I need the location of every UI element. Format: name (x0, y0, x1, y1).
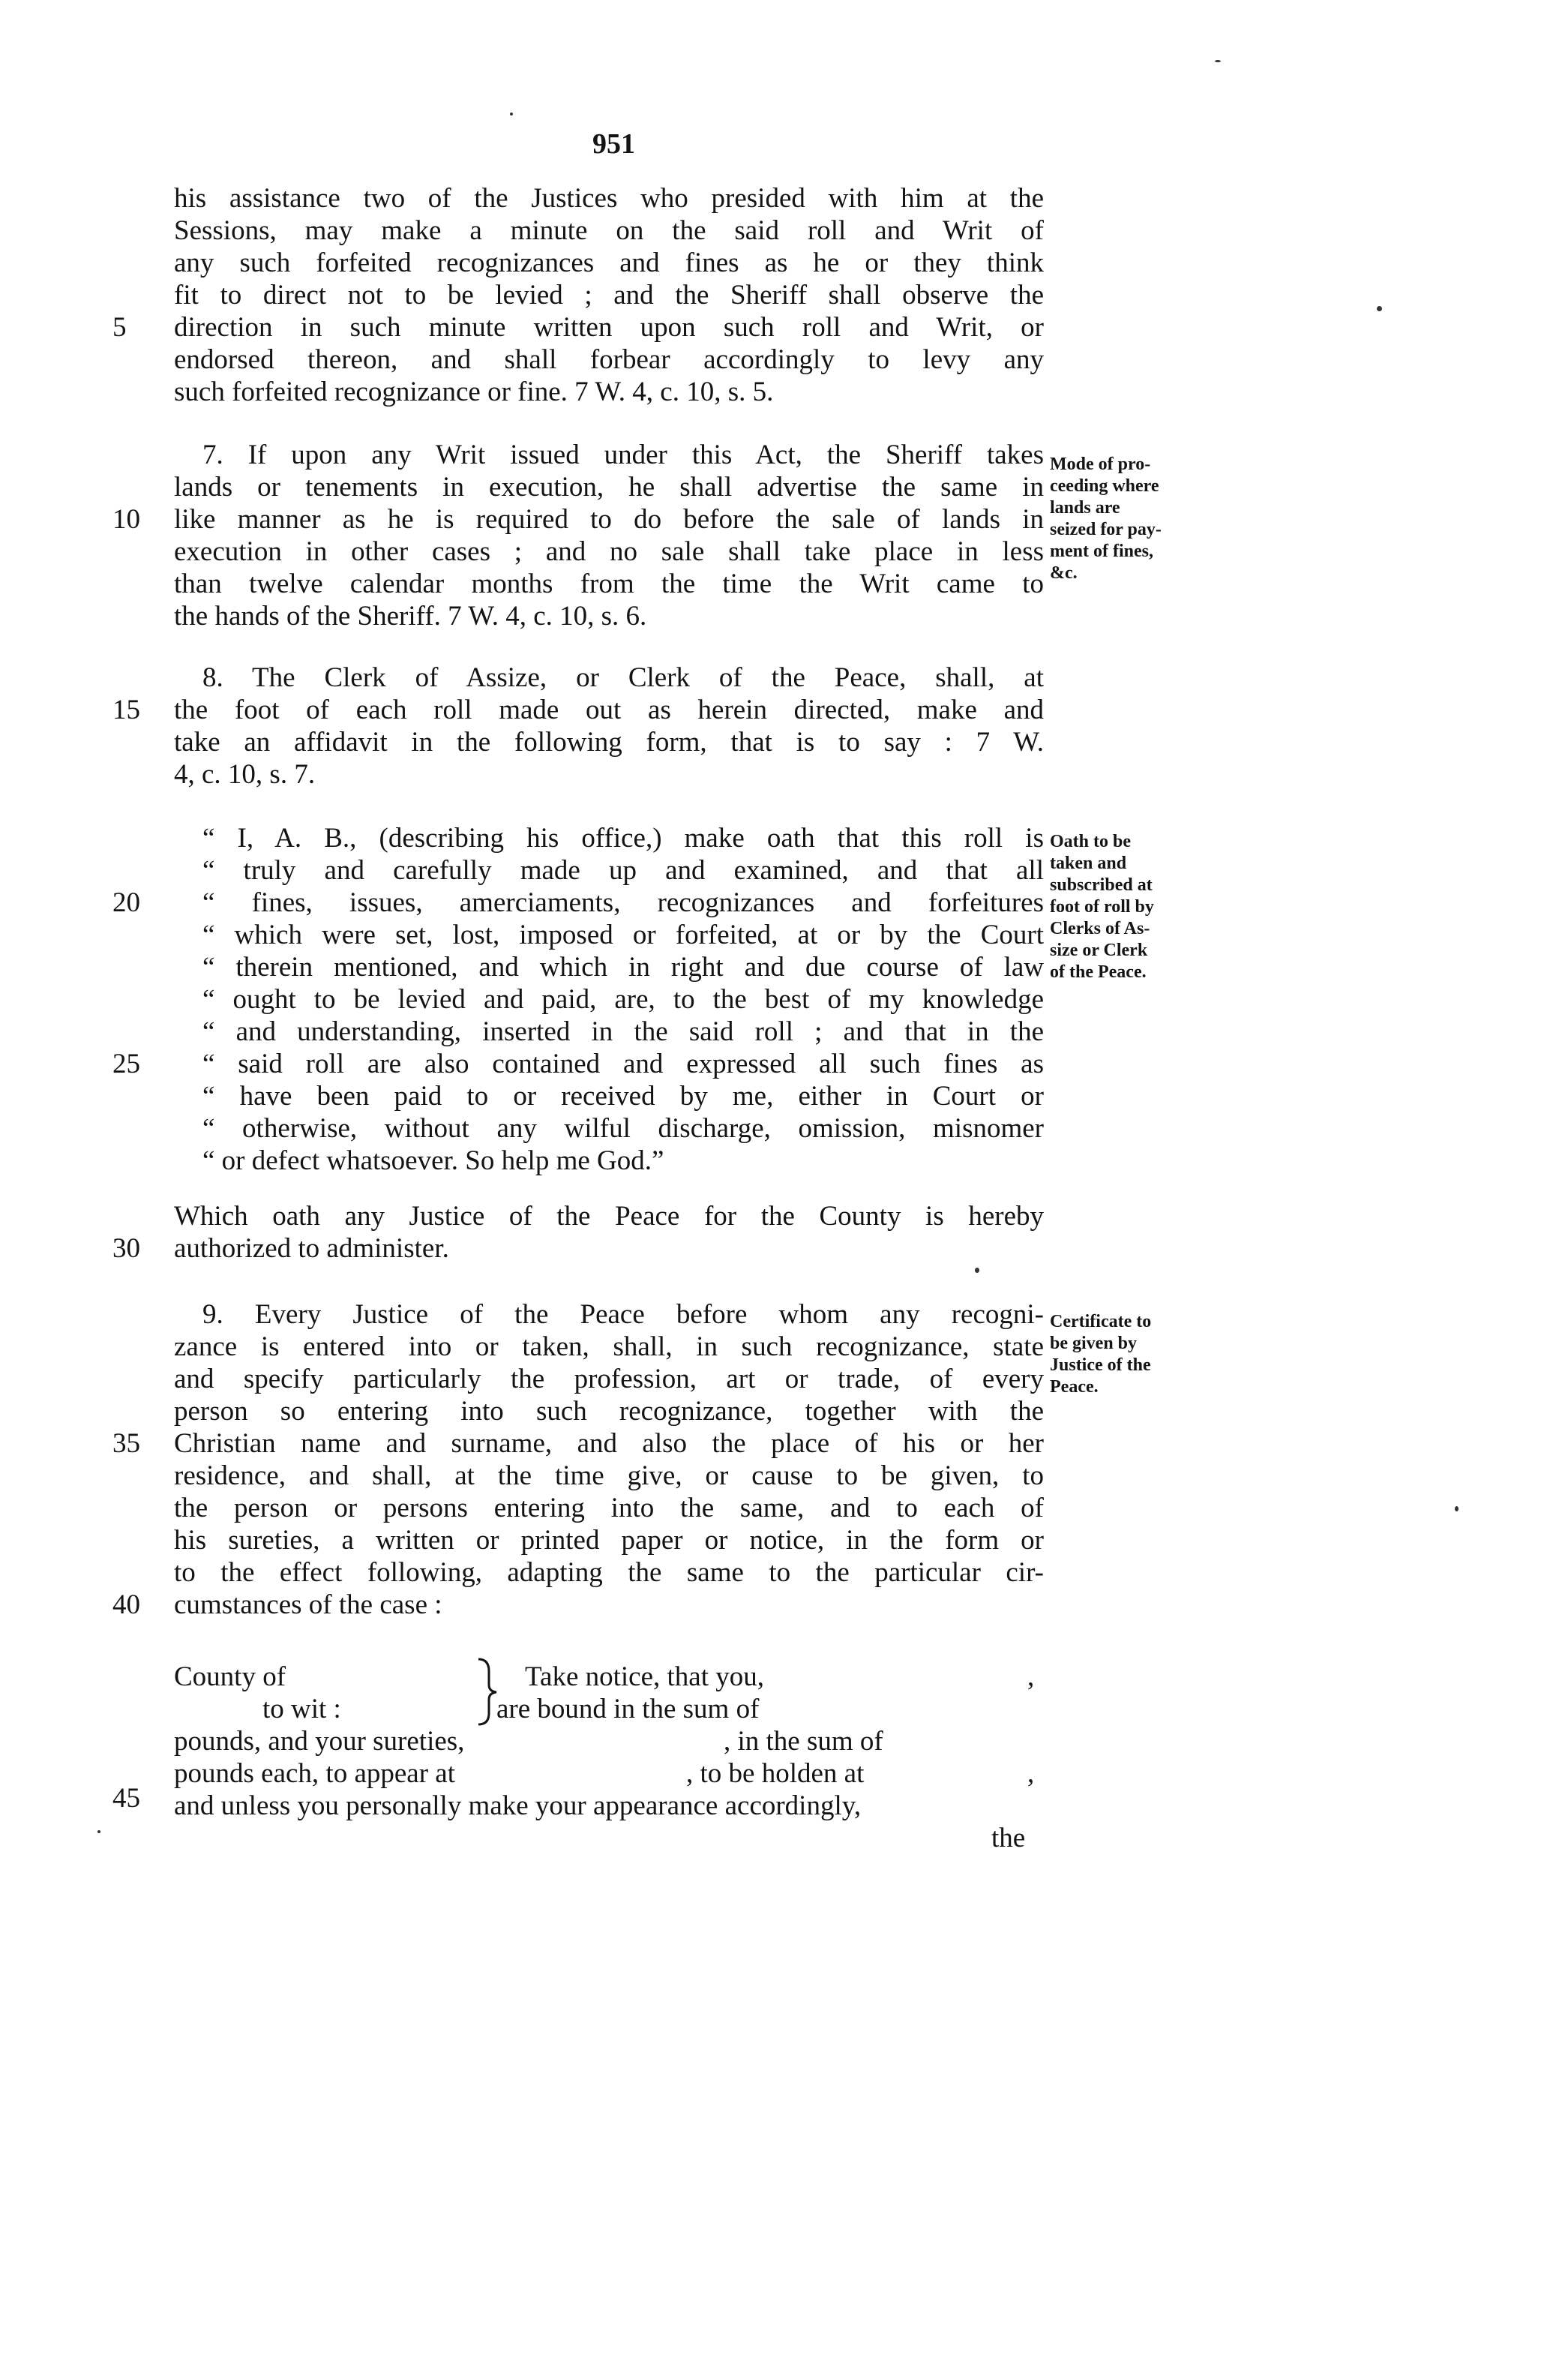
margin-note-line: taken and (1050, 854, 1127, 873)
text-line: person so entering into such recognizance, together with the (174, 1396, 1044, 1427)
line-number: 40 (112, 1589, 140, 1620)
form-comma: , (1027, 1661, 1035, 1692)
text-line: residence, and shall, at the time give, or cause to be given, to (174, 1460, 1044, 1491)
text-line: “ said roll are also contained and expressed all such fines as (202, 1049, 1044, 1079)
text-line: fit to direct not to be levied ; and the Sheriff shall observe the (174, 280, 1044, 311)
text-line: 7. If upon any Writ issued under this Act, the Sheriff takes (202, 440, 1044, 470)
margin-note-line: ment of fines, (1050, 542, 1153, 561)
text-line: such forfeited recognizance or fine. 7 W. 4, c. 10, s. 5. (174, 377, 774, 407)
form-pounds-each: pounds each, to appear at (174, 1758, 455, 1789)
page-number: 951 (592, 128, 635, 160)
text-line: Which oath any Justice of the Peace for the County is hereby (174, 1201, 1044, 1232)
margin-note-line: be given by (1050, 1334, 1138, 1353)
text-line: take an affidavit in the following form, that is to say : 7 W. (174, 727, 1044, 758)
text-line: zance is entered into or taken, shall, in such recognizance, state (174, 1331, 1044, 1362)
margin-note-line: size or Clerk (1050, 941, 1148, 960)
text-line: and specify particularly the profession, art or trade, of every (174, 1364, 1044, 1394)
form-take-notice: Take notice, that you, (525, 1661, 764, 1692)
margin-note-section-7 (1050, 454, 1230, 584)
text-line: “ which were set, lost, imposed or forfeited, at or by the Court (202, 920, 1044, 950)
text-line: “ truly and carefully made up and examined, and that all (202, 855, 1044, 886)
text-line: 4, c. 10, s. 7. (174, 759, 316, 790)
line-number: 45 (112, 1783, 140, 1814)
text-line: “ or defect whatsoever. So help me God.” (202, 1145, 664, 1176)
margin-note-line: of the Peace. (1050, 962, 1147, 982)
form-to-be-holden: , to be holden at (686, 1758, 865, 1789)
margin-note-line: Oath to be (1050, 832, 1131, 851)
margin-note-line: subscribed at (1050, 875, 1153, 895)
text-line: endorsed thereon, and shall forbear accordingly to levy any (174, 344, 1044, 375)
text-line: like manner as he is required to do before the sale of lands in (174, 504, 1044, 535)
text-line: lands or tenements in execution, he shall advertise the same in (174, 472, 1044, 503)
catchword: the (991, 1823, 1026, 1853)
form-unless: and unless you personally make your appearance accordingly, (174, 1790, 862, 1821)
line-number: 10 (112, 504, 140, 535)
form-in-sum-of: , in the sum of (724, 1726, 883, 1757)
margin-note-section-8 (1050, 831, 1230, 983)
text-line: Christian name and surname, and also the place of his or her (174, 1428, 1044, 1459)
line-number: 5 (112, 312, 127, 343)
margin-note-line: lands are (1050, 498, 1120, 518)
text-line: the person or persons entering into the same, and to each of (174, 1493, 1044, 1523)
text-line: “ I, A. B., (describing his office,) make oath that this roll is (202, 823, 1044, 854)
text-line: 8. The Clerk of Assize, or Clerk of the Peace, shall, at (202, 662, 1044, 693)
text-line: his assistance two of the Justices who presided with him at the (174, 183, 1044, 214)
text-line: “ otherwise, without any wilful discharge, omission, misnomer (202, 1113, 1044, 1144)
margin-note-line: ceeding where (1050, 476, 1159, 496)
line-number: 20 (112, 887, 140, 918)
text-line: than twelve calendar months from the time the Writ came to (174, 569, 1044, 599)
text-line: his sureties, a written or printed paper or notice, in the form or (174, 1525, 1044, 1556)
form-pounds-sureties: pounds, and your sureties, (174, 1726, 465, 1757)
margin-note-line: &c. (1050, 563, 1078, 583)
text-line: “ and understanding, inserted in the said roll ; and that in the (202, 1016, 1044, 1047)
text-line: “ fines, issues, amerciaments, recognizances and forfeitures (202, 887, 1044, 918)
text-line: execution in other cases ; and no sale shall take place in less (174, 536, 1044, 567)
margin-note-line: Mode of pro- (1050, 455, 1151, 474)
text-line: “ ought to be levied and paid, are, to the best of my knowledge (202, 984, 1044, 1015)
line-number: 25 (112, 1049, 140, 1079)
margin-note-line: foot of roll by (1050, 897, 1154, 917)
margin-note-line: Justice of the (1050, 1355, 1151, 1375)
text-line: any such forfeited recognizances and fines as he or they think (174, 248, 1044, 278)
text-line: to the effect following, adapting the same to the particular cir- (174, 1557, 1044, 1588)
margin-note-line: seized for pay- (1050, 520, 1162, 539)
margin-note-line: Clerks of As- (1050, 919, 1150, 938)
text-line: direction in such minute written upon such roll and Writ, or (174, 312, 1044, 343)
form-to-wit: to wit : (262, 1694, 341, 1724)
margin-note-section-9 (1050, 1311, 1230, 1398)
line-number: 35 (112, 1428, 140, 1459)
form-are-bound: are bound in the sum of (496, 1694, 760, 1724)
text-line: Sessions, may make a minute on the said roll and Writ of (174, 215, 1044, 246)
text-line: the hands of the Sheriff. 7 W. 4, c. 10, s. 6. (174, 601, 647, 632)
text-line: “ therein mentioned, and which in right and due course of law (202, 952, 1044, 983)
text-line: the foot of each roll made out as herein directed, make and (174, 695, 1044, 725)
margin-note-line: Certificate to (1050, 1312, 1152, 1331)
text-line: cumstances of the case : (174, 1589, 442, 1620)
text-line: 9. Every Justice of the Peace before whom any recogni- (202, 1299, 1044, 1330)
form-comma: , (1027, 1758, 1035, 1789)
margin-note-line: Peace. (1050, 1377, 1099, 1397)
text-line: authorized to administer. (174, 1233, 449, 1264)
text-line: “ have been paid to or received by me, either in Court or (202, 1081, 1044, 1112)
line-number: 30 (112, 1233, 140, 1264)
line-number: 15 (112, 695, 140, 725)
form-county-of: County of (174, 1661, 286, 1692)
